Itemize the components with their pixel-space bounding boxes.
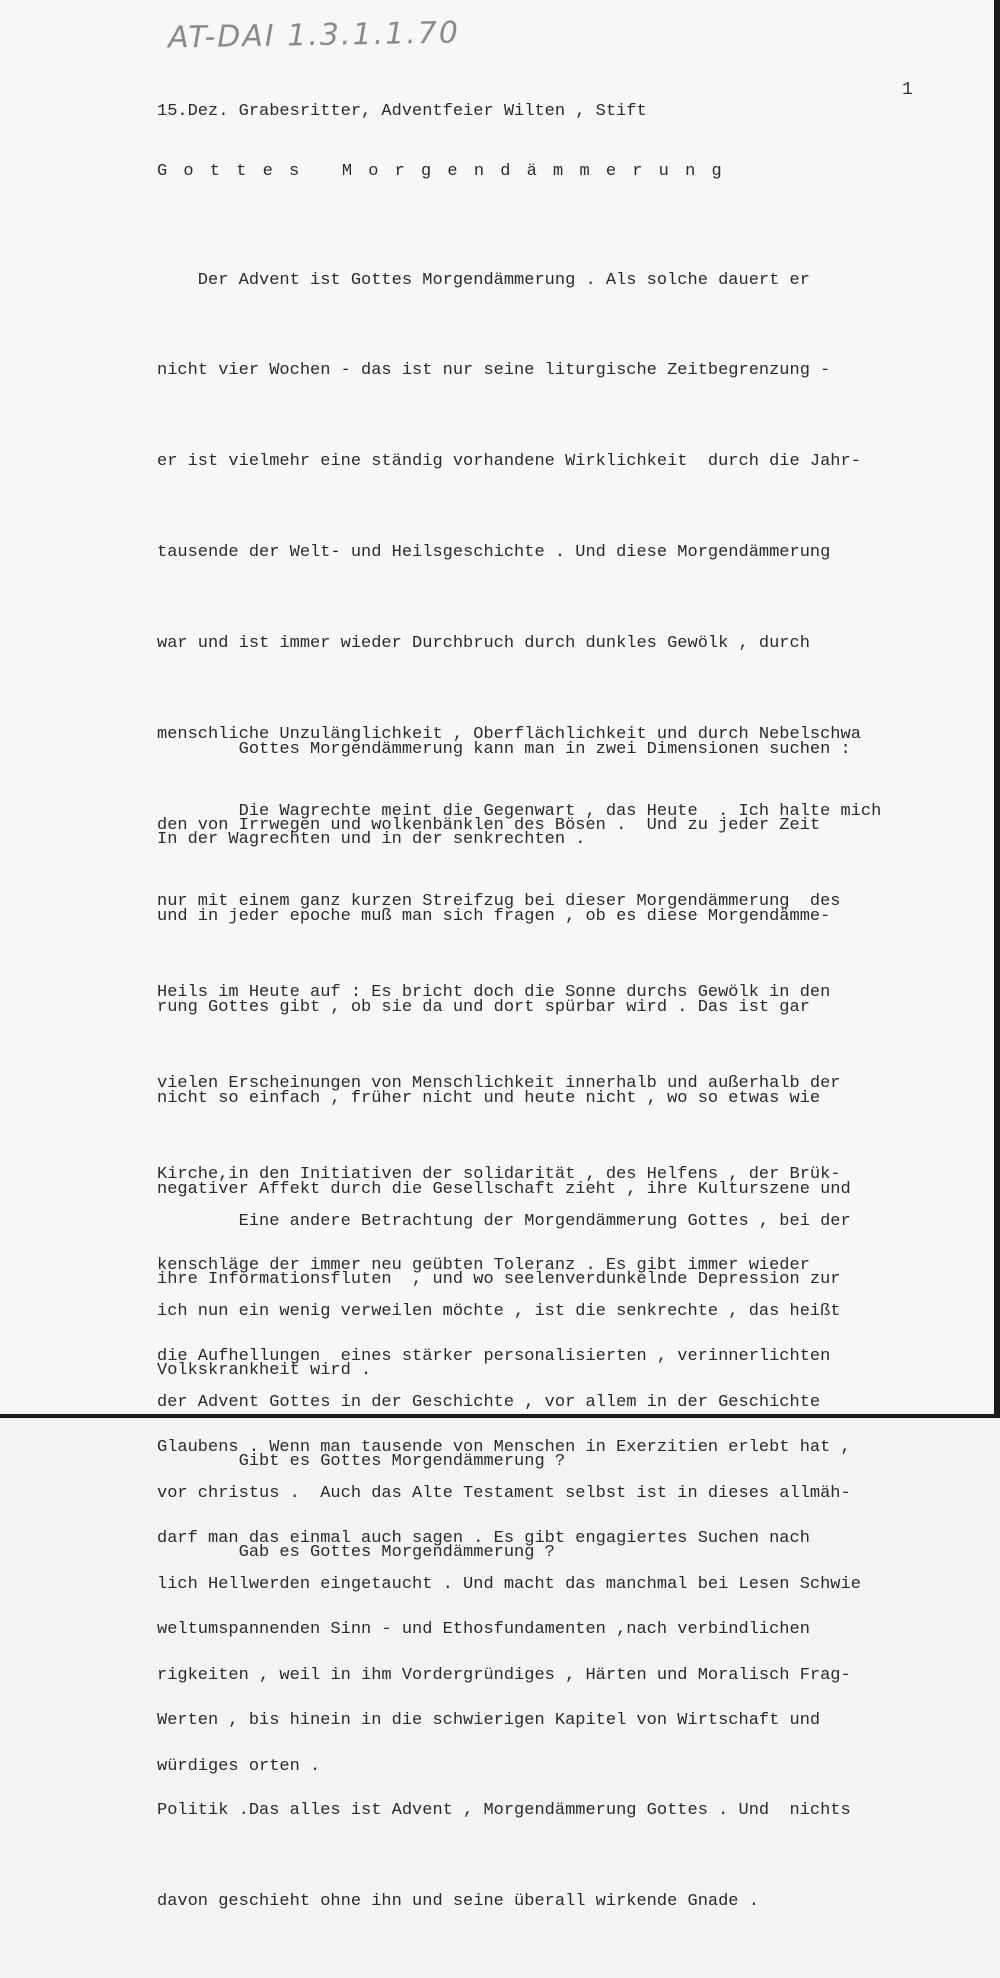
text-line: rigkeiten , weil in ihm Vordergründiges , Härten und Moralisch Frag- (157, 1666, 851, 1686)
scan-edge-right (994, 0, 1000, 1418)
text-line: kenschläge der immer neu geübten Toleranz . Es gibt immer wieder (157, 1256, 810, 1276)
document-heading: 15.Dez. Grabesritter, Adventfeier Wilten , Stift (157, 102, 647, 121)
text-line: Volkskrankheit wird . (157, 1361, 372, 1381)
text-line: nicht vier Wochen - das ist nur seine liturgische Zeitbegrenzung - (157, 361, 831, 381)
text-line: vor christus . Auch das Alte Testament selbst ist in dieses allmäh- (157, 1484, 851, 1504)
text-line: davon geschieht ohne ihn und seine überall wirkende Gnade . (157, 1892, 759, 1912)
text-line: Heils im Heute auf : Es bricht doch die Sonne durchs Gewölk in den (157, 983, 831, 1003)
text-line: und in jeder epoche muß man sich fragen , ob es diese Morgendämme- (157, 906, 831, 926)
text-line: Der Advent ist Gottes Morgendämmerung . Als solche dauert er (157, 270, 810, 290)
text-line: negativer Affekt durch die Gesellschaft zieht , ihre Kulturszene und (157, 1179, 851, 1199)
text-line: Kirche,in den Initiativen der solidarität , des Helfens , der Brük- (157, 1165, 841, 1185)
text-line: Werten , bis hinein in die schwierigen Kapitel von Wirtschaft und (157, 1710, 821, 1730)
text-line: vielen Erscheinungen von Menschlichkeit innerhalb und außerhalb der (157, 1074, 841, 1094)
text-line: lich Hellwerden eingetaucht . Und macht das manchmal bei Lesen Schwie (157, 1575, 861, 1595)
archive-code: AT-DAI 1.3.1.1.70 (167, 15, 461, 56)
text-line: Die Wagrechte meint die Gegenwart , das Heute . Ich halte mich (157, 801, 882, 821)
text-line: Gab es Gottes Morgendämmerung ? (157, 1543, 555, 1563)
text-line: Eine andere Betrachtung der Morgendämmerung Gottes , bei der (157, 1211, 851, 1231)
text-line: den von Irrwegen und wolkenbänklen des Bösen . Und zu jeder Zeit (157, 815, 821, 835)
page-number: 1 (902, 80, 913, 100)
text-line: rung Gottes gibt , ob sie da und dort spürbar wird . Das ist gar (157, 997, 810, 1017)
text-line: weltumspannenden Sinn - und Ethosfundamenten ,nach verbindlichen (157, 1619, 810, 1639)
paragraph-4 (157, 1146, 861, 1843)
text-line: tausende der Welt- und Heilsgeschichte . Und diese Morgendämmerung (157, 543, 831, 563)
text-line: ihre Informationsfluten , und wo seelenverdunkelnde Depression zur (157, 1270, 841, 1290)
text-line: Glaubens . Wenn man tausende von Menschen in Exerzitien erlebt hat , (157, 1437, 851, 1457)
text-line: menschliche Unzulänglichkeit , Oberflächlichkeit und durch Nebelschwa (157, 725, 861, 745)
text-line: die Aufhellungen eines stärker personalisierten , verinnerlichten (157, 1346, 831, 1366)
text-line: der Advent Gottes in der Geschichte , vor allem in der Geschichte (157, 1393, 821, 1413)
text-line: ich nun ein wenig verweilen möchte , ist die senkrechte , das heißt (157, 1302, 841, 1322)
text-line: würdiges orten . (157, 1756, 321, 1776)
text-line: nicht so einfach , früher nicht und heute nicht , wo so etwas wie (157, 1088, 821, 1108)
text-line: nur mit einem ganz kurzen Streifzug bei dieser Morgendämmerung des (157, 892, 841, 912)
text-line: war und ist immer wieder Durchbruch durch dunkles Gewölk , durch (157, 634, 810, 654)
text-line: er ist vielmehr eine ständig vorhandene Wirklichkeit durch die Jahr- (157, 452, 861, 472)
document-title: G o t t e s M o r g e n d ä m m e r u n g (157, 162, 725, 181)
text-line: Gottes Morgendämmerung kann man in zwei Dimensionen suchen : (157, 739, 851, 759)
text-line: Politik .Das alles ist Advent , Morgendämmerung Gottes . Und nichts (157, 1801, 851, 1821)
scan-edge-bottom (0, 1414, 1000, 1418)
text-line: In der Wagrechten und in der senkrechten . (157, 830, 586, 850)
text-line: darf man das einmal auch sagen . Es gibt engagiertes Suchen nach (157, 1528, 810, 1548)
text-line: Gibt es Gottes Morgendämmerung ? (157, 1452, 566, 1472)
